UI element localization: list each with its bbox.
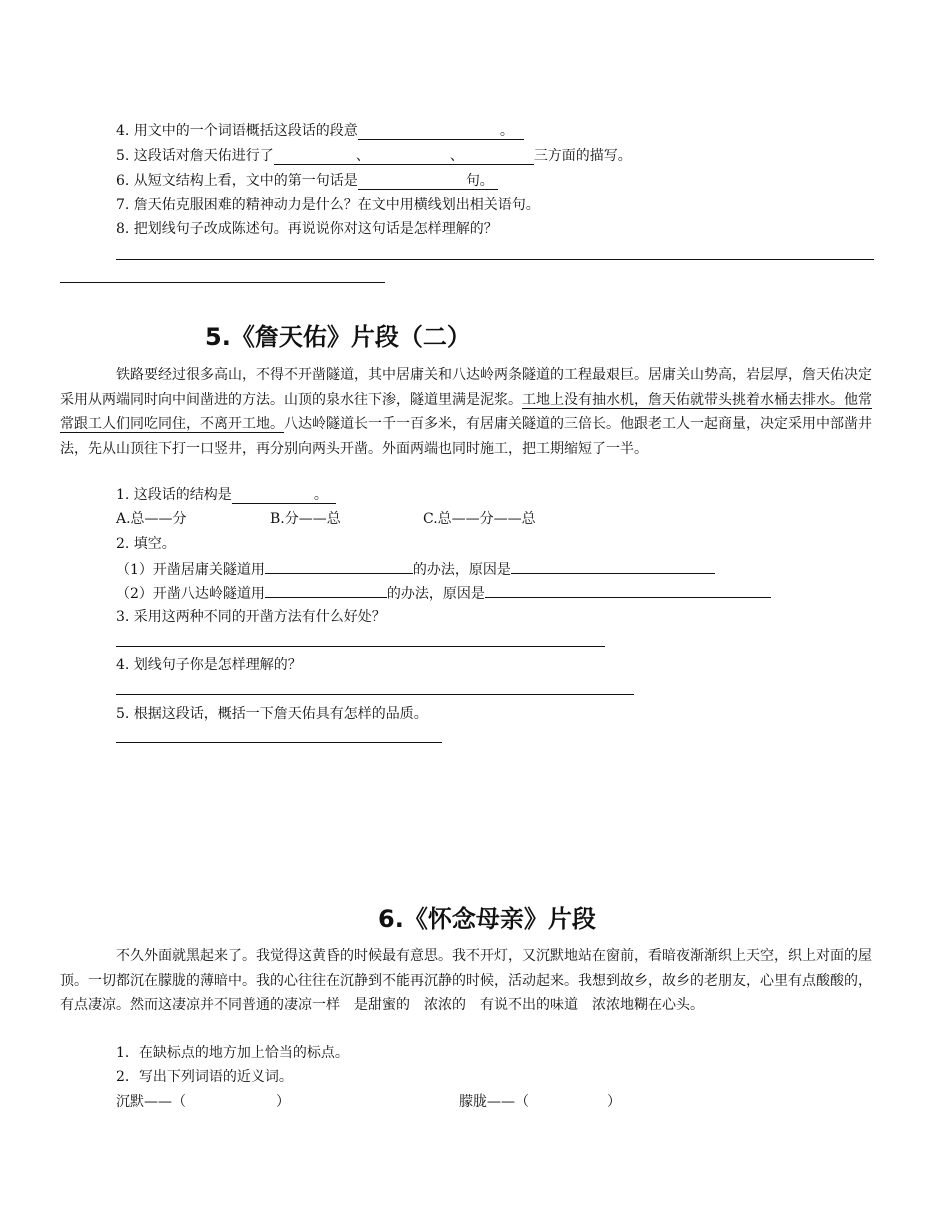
s5-q2-2-blank-method[interactable] <box>265 582 387 598</box>
s5-q4: 4. 划线句子你是怎样理解的？ <box>116 657 302 673</box>
s4-q7: 7. 詹天佑克服困难的精神动力是什么？在文中用横线划出相关语句。 <box>116 197 540 213</box>
section6-passage: 不久外面就黑起来了。我觉得这黄昏的时候最有意思。我不开灯，又沉默地站在窗前，看暗夜渐渐织上天空，织上对面的屋顶。一切都沉在朦胧的薄暗中。我的心往往在沉静到不能再沉静的时候，活动起来。我想到故乡，故乡的老朋友，心里有点酸酸的，有点凄凉。然而这凄凉并不同普通的凄凉一样 是甜蜜的 浓浓的 有说不出的味道 浓浓地糊在心头。 <box>60 948 872 1013</box>
s5-q5-answer-line[interactable] <box>116 742 442 743</box>
s4-q5-blank-1[interactable]: 、 、 <box>274 148 534 165</box>
s5-q2-1: （1）开凿居庸关隧道用 的办法，原因是 <box>116 558 715 580</box>
s5-q2-2-blank-reason[interactable] <box>485 582 771 598</box>
s5-q2-1-blank-reason[interactable] <box>511 558 715 574</box>
s5-q3: 3. 采用这两种不同的开凿方法有什么好处？ <box>116 609 386 625</box>
s6-word-2: 朦胧——（ ） <box>459 1094 621 1110</box>
s5-q2: 2. 填空。 <box>116 536 176 552</box>
s5-q3-answer-line[interactable] <box>116 646 605 647</box>
s5-q2-2: （2）开凿八达岭隧道用 的办法，原因是 <box>116 582 771 604</box>
underlined-sentence: 工地上没有抽水机，詹天佑就带头挑着水桶去排水。他常常跟工人们同吃同住，不离开工地。 <box>60 391 872 432</box>
s4-q8: 8. 把划线句子改成陈述句。再说说你对这句话是怎样理解的？ <box>116 221 498 237</box>
s6-q1: 1．在缺标点的地方加上恰当的标点。 <box>116 1045 349 1061</box>
s5-q1: 1. 这段话的结构是 。 <box>116 485 336 505</box>
s4-q4-blank[interactable]: 。 <box>358 123 524 140</box>
s4-q6-blank[interactable]: 句。 <box>358 173 498 190</box>
s6-q2: 2．写出下列词语的近义词。 <box>116 1069 293 1085</box>
s5-q1-blank[interactable]: 。 <box>232 487 336 504</box>
s5-option-b[interactable]: B.分——总 <box>270 511 341 527</box>
s4-q8-answer-line-1[interactable] <box>116 259 874 260</box>
s4-q4 <box>116 121 524 141</box>
s5-q5: 5. 根据这段话，概括一下詹天佑具有怎样的品质。 <box>116 706 428 722</box>
s4-q6: 6. 从短文结构上看，文中的第一句话是 句。 <box>116 171 498 191</box>
s5-option-a[interactable]: A.总——分 <box>116 511 187 527</box>
s4-q8-answer-line-2[interactable] <box>60 282 385 283</box>
s5-q4-answer-line[interactable] <box>116 694 634 695</box>
section6-title: 6.《怀念母亲》片段 <box>378 905 596 933</box>
section5-title: 5.《詹天佑》片段（二） <box>205 323 471 351</box>
s5-option-c[interactable]: C.总——分——总 <box>423 511 536 527</box>
s6-word-1: 沉默——（ ） <box>116 1094 290 1110</box>
section5-passage: 铁路要经过很多高山，不得不开凿隧道，其中居庸关和八达岭两条隧道的工程最艰巨。居庸关山势高，岩层厚，詹天佑决定采用从两端同时向中间凿进的方法。山顶的泉水往下渗，隧道里满是泥浆。工地上没有抽水机，詹天佑就带头挑着水桶去排水。他常常跟工人们同吃同住，不离开工地。八达岭隧道长一千一百多米，有居庸关隧道的三倍长。他跟老工人一起商量，决定采用中部凿井法，先从山顶往下打一口竖井，再分别向两头开凿。外面两端也同时施工，把工期缩短了一半。 <box>60 367 872 457</box>
s4-q5: 5. 这段话对詹天佑进行了 、 、 三方面的描写。 <box>116 148 632 164</box>
s5-q2-1-blank-method[interactable] <box>265 558 413 574</box>
s4-q4-text: 4. 用文中的一个词语概括这段话的段意 <box>116 123 358 139</box>
